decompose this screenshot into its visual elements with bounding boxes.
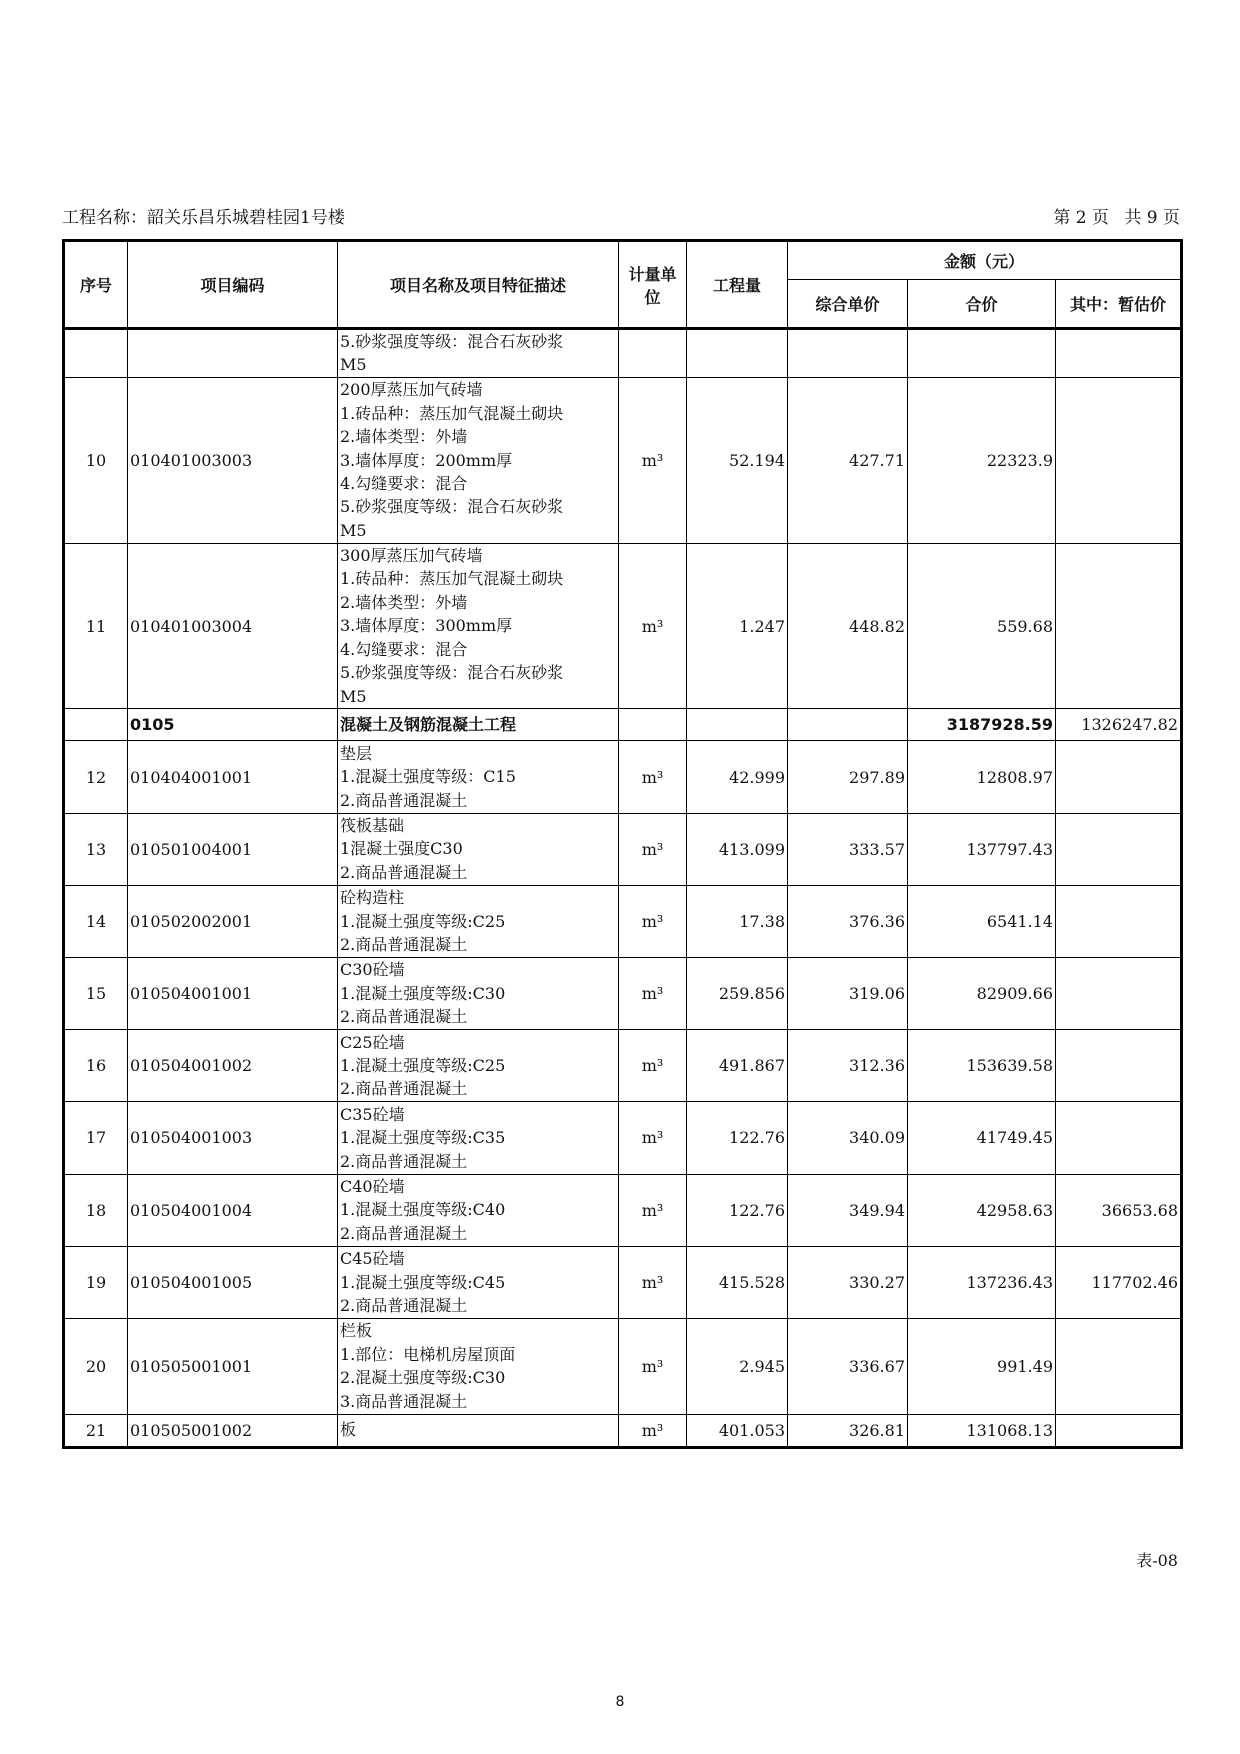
col-header-total: 合价 — [908, 280, 1056, 329]
cell-code — [128, 329, 338, 378]
desc-line: 1.混凝土强度等级:C25 — [340, 911, 506, 931]
cell-code: 010505001002 — [128, 1414, 338, 1447]
desc-line: 2.商品普通混凝土 — [340, 1007, 468, 1027]
desc-line: 1.混凝土强度等级:C30 — [340, 983, 506, 1003]
col-header-provisional: 其中：暂估价 — [1056, 280, 1182, 329]
desc-line: 筏板基础 — [340, 816, 405, 836]
cell-no: 12 — [64, 741, 128, 813]
desc-line: M5 — [340, 355, 367, 375]
desc-line: 4.勾缝要求：混合 — [340, 473, 468, 493]
desc-line: 2.混凝土强度等级:C30 — [340, 1368, 506, 1388]
cell-unit — [619, 1246, 687, 1318]
cell-no: 17 — [64, 1102, 128, 1174]
cell-desc — [338, 543, 619, 709]
desc-line: 2.商品普通混凝土 — [340, 862, 468, 882]
cell-total: 22323.9 — [908, 377, 1056, 543]
cell-provisional — [1056, 1030, 1182, 1102]
cell-unit — [619, 1102, 687, 1174]
cell-total: 3187928.59 — [908, 709, 1056, 741]
desc-line: 混凝土及钢筋混凝土工程 — [340, 715, 517, 735]
desc-line: C25砼墙 — [340, 1032, 405, 1052]
cell-no — [64, 709, 128, 741]
cell-unit-price: 336.67 — [788, 1318, 908, 1414]
page-indicator — [1053, 203, 1180, 228]
col-header-no: 序号 — [64, 241, 128, 329]
table-row — [64, 1318, 1182, 1414]
cell-desc — [338, 885, 619, 957]
unit-text: m³ — [641, 450, 664, 470]
unit-text: m³ — [641, 767, 664, 787]
cell-desc — [338, 1030, 619, 1102]
cell-provisional — [1056, 1102, 1182, 1174]
cell-no: 11 — [64, 543, 128, 709]
desc-line: 1混凝土强度C30 — [340, 839, 463, 859]
bill-of-quantities-table — [62, 239, 1183, 1449]
col-header-unit: 计量单位 — [619, 241, 687, 329]
cell-total: 131068.13 — [908, 1414, 1056, 1447]
table-row — [64, 1414, 1182, 1447]
desc-line: 1.混凝土强度等级:C45 — [340, 1272, 506, 1292]
cell-unit — [619, 1414, 687, 1447]
cell-code: 010401003003 — [128, 377, 338, 543]
cell-code: 010504001003 — [128, 1102, 338, 1174]
cell-desc — [338, 957, 619, 1029]
cell-desc — [338, 813, 619, 885]
desc-line: 1.混凝土强度等级:C40 — [340, 1200, 506, 1220]
desc-line: 3.墙体厚度：200mm厚 — [340, 450, 513, 470]
cell-qty: 2.945 — [687, 1318, 788, 1414]
desc-line: C30砼墙 — [340, 960, 405, 980]
cell-qty: 491.867 — [687, 1030, 788, 1102]
table-tag: 表-08 — [1136, 1551, 1178, 1570]
cell-no: 16 — [64, 1030, 128, 1102]
desc-line: 200厚蒸压加气砖墙 — [340, 380, 483, 400]
cell-unit-price: 297.89 — [788, 741, 908, 813]
cell-code: 010505001001 — [128, 1318, 338, 1414]
cell-no: 10 — [64, 377, 128, 543]
cell-provisional — [1056, 1318, 1182, 1414]
cell-qty: 122.76 — [687, 1102, 788, 1174]
cell-desc — [338, 741, 619, 813]
unit-text: m³ — [641, 616, 664, 636]
table-row — [64, 741, 1182, 813]
cell-unit — [619, 1030, 687, 1102]
cell-total: 41749.45 — [908, 1102, 1056, 1174]
col-header-desc: 项目名称及项目特征描述 — [338, 241, 619, 329]
cell-no: 19 — [64, 1246, 128, 1318]
cell-no: 15 — [64, 957, 128, 1029]
cell-code: 010401003004 — [128, 543, 338, 709]
table-body — [64, 329, 1182, 1448]
cell-unit-price: 312.36 — [788, 1030, 908, 1102]
unit-text: m³ — [641, 911, 664, 931]
desc-line: 4.勾缝要求：混合 — [340, 639, 468, 659]
cell-unit-price: 330.27 — [788, 1246, 908, 1318]
col-header-qty: 工程量 — [687, 241, 788, 329]
cell-no: 13 — [64, 813, 128, 885]
cell-qty — [687, 329, 788, 378]
cell-unit — [619, 957, 687, 1029]
cell-unit-price — [788, 709, 908, 741]
cell-unit-price: 376.36 — [788, 885, 908, 957]
table-row — [64, 1246, 1182, 1318]
unit-text: m³ — [641, 1356, 664, 1376]
cell-qty: 52.194 — [687, 377, 788, 543]
section-row — [64, 709, 1182, 741]
desc-line: 1.砖品种：蒸压加气混凝土砌块 — [340, 403, 564, 423]
cell-code: 0105 — [128, 709, 338, 741]
col-header-unit-price: 综合单价 — [788, 280, 908, 329]
cell-total: 137797.43 — [908, 813, 1056, 885]
cell-total: 82909.66 — [908, 957, 1056, 1029]
desc-line: 2.商品普通混凝土 — [340, 790, 468, 810]
cell-total: 6541.14 — [908, 885, 1056, 957]
cell-provisional — [1056, 543, 1182, 709]
cell-provisional — [1056, 741, 1182, 813]
cell-unit — [619, 543, 687, 709]
cell-unit-price — [788, 329, 908, 378]
cell-desc — [338, 709, 619, 741]
cell-provisional — [1056, 813, 1182, 885]
cell-code: 010501004001 — [128, 813, 338, 885]
desc-line: 2.商品普通混凝土 — [340, 1296, 468, 1316]
cell-unit — [619, 885, 687, 957]
cell-unit — [619, 329, 687, 378]
cell-unit — [619, 813, 687, 885]
col-header-code: 项目编码 — [128, 241, 338, 329]
cell-unit-price: 319.06 — [788, 957, 908, 1029]
cell-desc — [338, 377, 619, 543]
desc-line: M5 — [340, 686, 367, 706]
table-row — [64, 885, 1182, 957]
cell-unit — [619, 741, 687, 813]
desc-line: 2.商品普通混凝土 — [340, 935, 468, 955]
cell-code: 010502002001 — [128, 885, 338, 957]
cell-code: 010404001001 — [128, 741, 338, 813]
cell-desc — [338, 1414, 619, 1447]
unit-text: m³ — [641, 1420, 664, 1440]
cell-unit-price: 349.94 — [788, 1174, 908, 1246]
unit-text: m³ — [641, 1200, 664, 1220]
cell-code: 010504001004 — [128, 1174, 338, 1246]
cell-total: 42958.63 — [908, 1174, 1056, 1246]
cell-qty: 122.76 — [687, 1174, 788, 1246]
cell-total: 12808.97 — [908, 741, 1056, 813]
cell-provisional: 36653.68 — [1056, 1174, 1182, 1246]
desc-line: C45砼墙 — [340, 1249, 405, 1269]
cell-provisional: 1326247.82 — [1056, 709, 1182, 741]
cell-qty: 17.38 — [687, 885, 788, 957]
desc-line: 砼构造柱 — [340, 888, 405, 908]
desc-line: 垫层 — [340, 743, 373, 763]
table-row — [64, 1030, 1182, 1102]
cell-unit-price: 333.57 — [788, 813, 908, 885]
cell-provisional — [1056, 1414, 1182, 1447]
desc-line: 1.混凝土强度等级:C25 — [340, 1056, 506, 1076]
cell-provisional — [1056, 329, 1182, 378]
desc-line: 1.混凝土强度等级:C35 — [340, 1128, 506, 1148]
desc-line: 2.商品普通混凝土 — [340, 1151, 468, 1171]
desc-line: 300厚蒸压加气砖墙 — [340, 546, 483, 566]
cell-unit-price: 427.71 — [788, 377, 908, 543]
desc-line: 5.砂浆强度等级：混合石灰砂浆 — [340, 663, 564, 683]
table-row — [64, 1174, 1182, 1246]
cell-provisional — [1056, 377, 1182, 543]
unit-text: m³ — [641, 1272, 664, 1292]
table-row — [64, 957, 1182, 1029]
page-number: 8 — [615, 1694, 625, 1710]
cell-desc — [338, 1246, 619, 1318]
cell-qty: 1.247 — [687, 543, 788, 709]
cell-code: 010504001002 — [128, 1030, 338, 1102]
table-row — [64, 813, 1182, 885]
cell-qty — [687, 709, 788, 741]
cell-desc — [338, 1174, 619, 1246]
desc-line: 5.砂浆强度等级：混合石灰砂浆 — [340, 497, 564, 517]
desc-line: 2.商品普通混凝土 — [340, 1223, 468, 1243]
project-name: 工程名称：韶关乐昌乐城碧桂园1号楼 — [62, 208, 345, 228]
cell-qty: 401.053 — [687, 1414, 788, 1447]
desc-line: 5.砂浆强度等级：混合石灰砂浆 — [340, 332, 564, 351]
desc-line: 栏板 — [340, 1321, 373, 1341]
cell-provisional — [1056, 885, 1182, 957]
desc-line: 1.混凝土强度等级：C15 — [340, 767, 516, 787]
table-row — [64, 543, 1182, 709]
col-header-amount: 金额（元） — [788, 241, 1182, 280]
desc-line: 1.砖品种：蒸压加气混凝土砌块 — [340, 569, 564, 589]
cell-unit — [619, 1174, 687, 1246]
cell-desc — [338, 1102, 619, 1174]
cell-no: 20 — [64, 1318, 128, 1414]
cell-qty: 413.099 — [687, 813, 788, 885]
cell-total: 137236.43 — [908, 1246, 1056, 1318]
cell-unit — [619, 709, 687, 741]
unit-text: m³ — [641, 839, 664, 859]
desc-line: C40砼墙 — [340, 1177, 405, 1197]
unit-text: m³ — [641, 1056, 664, 1076]
desc-line: 3.墙体厚度：300mm厚 — [340, 616, 513, 636]
desc-line: 2.商品普通混凝土 — [340, 1079, 468, 1099]
cell-desc — [338, 329, 619, 378]
cell-unit — [619, 377, 687, 543]
desc-line: M5 — [340, 520, 367, 540]
table-row — [64, 1102, 1182, 1174]
desc-line: 2.墙体类型：外墙 — [340, 592, 468, 612]
cell-unit-price: 326.81 — [788, 1414, 908, 1447]
desc-line: C35砼墙 — [340, 1104, 405, 1124]
desc-line: 2.墙体类型：外墙 — [340, 427, 468, 447]
desc-line: 3.商品普通混凝土 — [340, 1391, 468, 1411]
table-row — [64, 377, 1182, 543]
table-row — [64, 329, 1182, 378]
cell-no: 14 — [64, 885, 128, 957]
cell-provisional — [1056, 957, 1182, 1029]
cell-no: 21 — [64, 1414, 128, 1447]
cell-unit-price: 340.09 — [788, 1102, 908, 1174]
cell-qty: 259.856 — [687, 957, 788, 1029]
cell-unit — [619, 1318, 687, 1414]
desc-line: 1.部位：电梯机房屋顶面 — [340, 1344, 516, 1364]
cell-total: 991.49 — [908, 1318, 1056, 1414]
cell-provisional: 117702.46 — [1056, 1246, 1182, 1318]
cell-total: 153639.58 — [908, 1030, 1056, 1102]
cell-qty: 42.999 — [687, 741, 788, 813]
unit-text: m³ — [641, 1128, 664, 1148]
unit-text: m³ — [641, 984, 664, 1004]
cell-code: 010504001001 — [128, 957, 338, 1029]
cell-unit-price: 448.82 — [788, 543, 908, 709]
cell-no — [64, 329, 128, 378]
cell-total: 559.68 — [908, 543, 1056, 709]
cell-no: 18 — [64, 1174, 128, 1246]
document-header — [62, 203, 1180, 227]
cell-code: 010504001005 — [128, 1246, 338, 1318]
cell-desc — [338, 1318, 619, 1414]
desc-line: 板 — [340, 1420, 357, 1440]
cell-total — [908, 329, 1056, 378]
cell-qty: 415.528 — [687, 1246, 788, 1318]
page-total: 共 9 页 — [1124, 208, 1180, 228]
page-current: 第 2 页 — [1053, 208, 1109, 228]
